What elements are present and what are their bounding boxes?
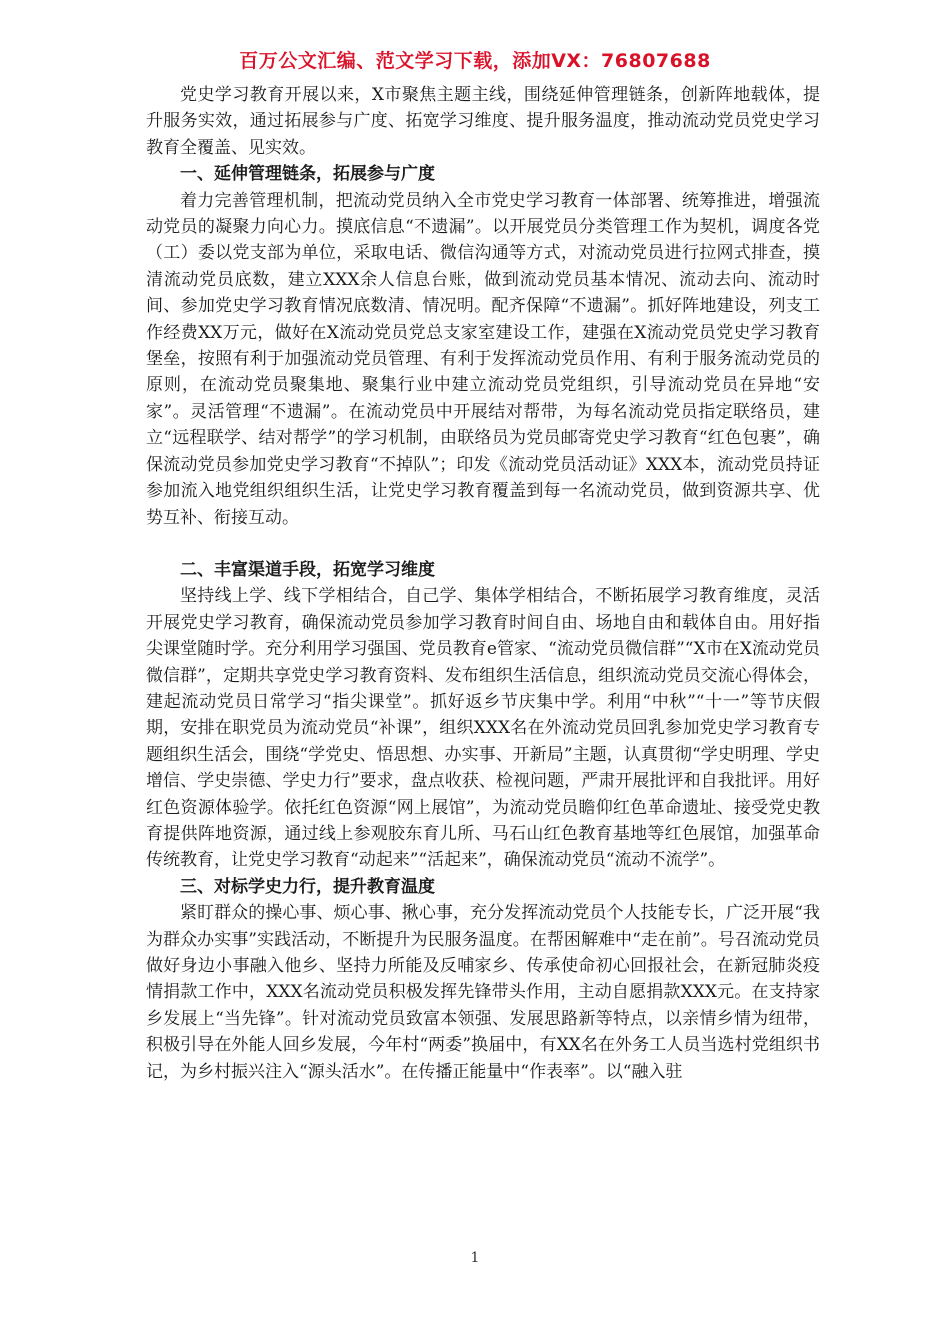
section-body-3: 紧盯群众的操心事、烦心事、揪心事，充分发挥流动党员个人技能专长，广泛开展“我为群众办实事”实践活动，不断提升为民服务温度。在帮困解难中“走在前”。号召流动党员做好身边小事融入他乡、坚持力所能及反哺家乡、传承使命初心回报社会，在新冠肺炎疫情捐款工作中，XXX名流动党员积极发挥先锋带头作用，主动自愿捐款XXX元。在支持家乡发展上“当先锋”。针对流动党员致富本领强、发展思路新等特点，以亲情乡情为纽带，积极引导在外能人回乡发展，今年村“两委”换届中，有XX名在外务工人员当选村党组织书记，为乡村振兴注入“源头活水”。在传播正能量中“作表率”。以“融入驻 (146, 903, 820, 1082)
page-number: 1 (470, 1250, 480, 1266)
paragraph-gap (146, 531, 820, 557)
section-heading-1: 一、延伸管理链条，拓展参与广度 (180, 164, 435, 185)
section-heading-2: 二、丰富渠道手段，拓宽学习维度 (180, 559, 435, 580)
promo-banner: 百万公文汇编、范文学习下载，添加VX：76807688 (239, 50, 711, 72)
document-body (146, 82, 820, 1085)
intro-paragraph: 党史学习教育开展以来，X市聚焦主题主线，围绕延伸管理链条，创新阵地载体，提升服务实效，通过拓展参与广度、拓宽学习维度、提升服务温度，推动流动党员党史学习教育全覆盖、见实效。 (146, 85, 820, 158)
section-heading-3: 三、对标学史力行，提升教育温度 (180, 876, 435, 897)
section-body-2: 坚持线上学、线下学相结合，自己学、集体学相结合，不断拓展学习教育维度，灵活开展党史学习教育，确保流动党员参加学习教育时间自由、场地自由和载体自由。用好指尖课堂随时学。充分利用学习强国、党员教育e管家、“流动党员微信群”“X市在X流动党员微信群”，定期共享党史学习教育资料、发布组织生活信息，组织流动党员交流心得体会，建起流动党员日常学习“指尖课堂”。抓好返乡节庆集中学。利用“中秋”“十一”等节庆假期，安排在职党员为流动党员“补课”，组织XXX名在外流动党员回乳参加党史学习教育专题组织生活会，围绕“学党史、悟思想、办实事、开新局”主题，认真贯彻“学史明理、学史增信、学史崇德、学史力行”要求，盘点收获、检视问题，严肃开展批评和自我批评。用好红色资源体验学。依托红色资源“网上展馆”，为流动党员瞻仰红色革命遗址、接受党史教育提供阵地资源，通过线上参观胶东育儿所、马石山红色教育基地等红色展馆，加强革命传统教育，让党史学习教育“动起来”“活起来”，确保流动党员“流动不流学”。 (146, 586, 820, 871)
section-body-1: 着力完善管理机制，把流动党员纳入全市党史学习教育一体部署、统筹推进，增强流动党员的凝聚力向心力。摸底信息“不遗漏”。以开展党员分类管理工作为契机，调度各党（工）委以党支部为单位，采取电话、微信沟通等方式，对流动党员进行拉网式排查，摸清流动党员底数，建立XXX余人信息台账，做到流动党员基本情况、流动去向、流动时间、参加党史学习教育情况底数清、情况明。配齐保障“不遗漏”。抓好阵地建设，列支工作经费XX万元，做好在X流动党员党总支家室建设工作，建强在X流动党员党史学习教育堡垒，按照有利于加强流动党员管理、有利于发挥流动党员作用、有利于服务流动党员的原则，在流动党员聚集地、聚集行业中建立流动党员党组织，引导流动党员在异地“安家”。灵活管理“不遗漏”。在流动党员中开展结对帮带，为每名流动党员指定联络员，建立“远程联学、结对帮学”的学习机制，由联络员为党员邮寄党史学习教育“红色包裹”，确保流动党员参加党史学习教育“不掉队”；印发《流动党员活动证》XXX本，流动党员持证参加流入地党组织组织生活，让党史学习教育覆盖到每一名流动党员，做到资源共享、优势互补、衔接互动。 (146, 190, 820, 528)
